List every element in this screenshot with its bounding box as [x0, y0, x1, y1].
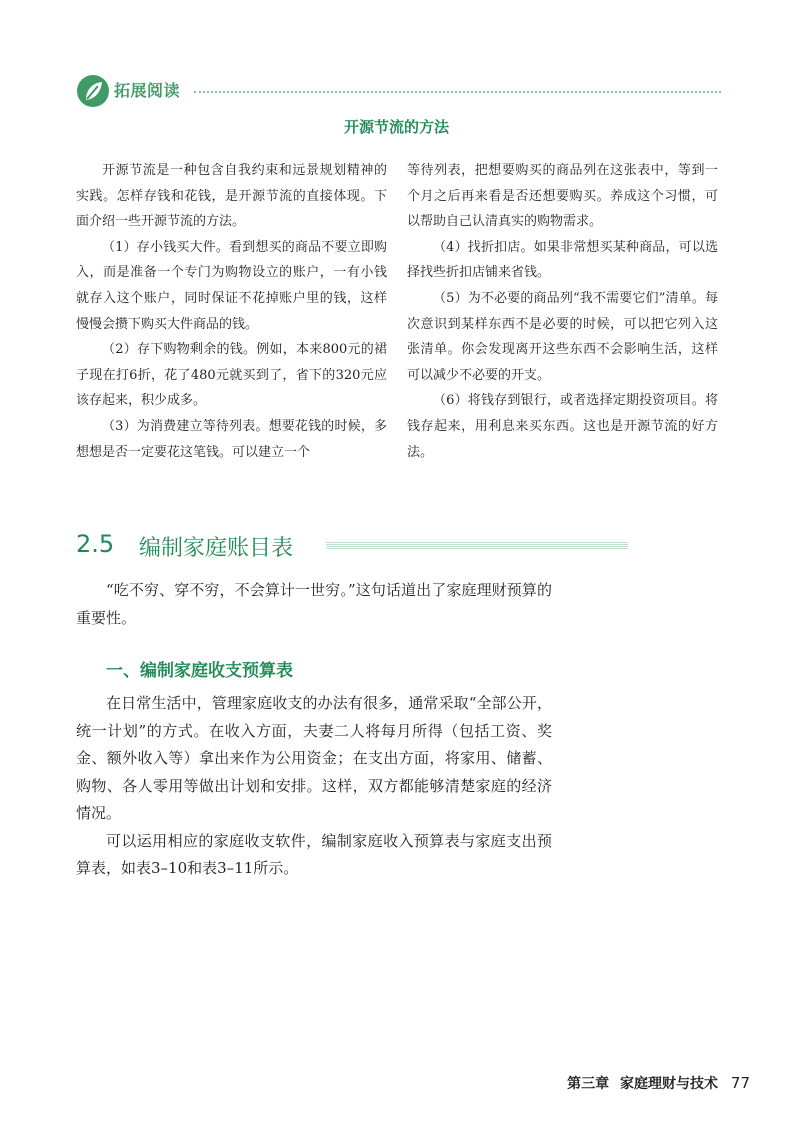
footer-chapter-title: 家庭理财与技术 [620, 1076, 719, 1092]
subsection-title: 一、编制家庭收支预算表 [106, 661, 293, 681]
leaf-icon [76, 74, 110, 108]
extended-reading-header [76, 72, 721, 112]
article-paragraph: （2）存下购物剩余的钱。例如，本来800元的裙子现在打6折，花了480元就买到了，省下的320元应该存起来，积少成多。 [76, 342, 387, 409]
section-title: 编制家庭账目表 [139, 536, 294, 561]
section-decorative-rule [326, 542, 628, 549]
article-paragraph: （1）存小钱买大件。看到想买的商品不要立即购入，而是准备一个专门为购物设立的账户，一有小钱就存入这个账户，同时保证不花掉账户里的钱，这样慢慢会攒下购买大件商品的钱。 [76, 239, 387, 332]
body-paragraph: 可以运用相应的家庭收支软件，编制家庭收入预算表与家庭支出预算表，如表3–10和表3–11所示。 [76, 831, 552, 877]
section-number: 2.5 [76, 530, 115, 558]
article-paragraph: （5）为不必要的商品列“我不需要它们”清单。每次意识到某样东西不是必要的时候，可以把它列入这张清单。你会发现离开这些东西不会影响生活，这样可以减少不必要的开支。 [407, 290, 718, 383]
page-number: 77 [730, 1074, 750, 1092]
article-paragraph: （6）将钱存到银行，或者选择定期投资项目。将钱存起来，用利息来买东西。这也是开源节流的好方法。 [407, 393, 718, 460]
article-left-column [76, 158, 387, 465]
subsection-body [76, 690, 552, 883]
article-paragraph: （3）为消费建立等待列表。想要花钱的时候，多想想是否一定要花这笔钱。可以建立一个 [76, 418, 387, 460]
article-right-column [407, 158, 718, 465]
article-paragraph: （4）找折扣店。如果非常想买某种商品，可以选择找些折扣店铺来省钱。 [407, 239, 718, 281]
body-paragraph: 在日常生活中，管理家庭收支的办法有很多，通常采取“全部公开，统一计划”的方式。在收入方面，夫妻二人将每月所得（包括工资、奖金、额外收入等）拿出来作为公用资金；在支出方面，将家用、储蓄、购物、各人零用等做出计划和安排。这样，双方都能够清楚家庭的经济情况。 [76, 694, 552, 822]
section-quote [76, 577, 552, 632]
page-footer [567, 1073, 750, 1093]
section-heading [76, 530, 556, 566]
quote-paragraph: “吃不穷、穿不穷，不会算计一世穷。”这句话道出了家庭理财预算的重要性。 [76, 581, 552, 627]
article-title: 开源节流的方法 [343, 118, 449, 136]
header-dotted-rule [194, 91, 721, 93]
footer-chapter: 第三章 [567, 1076, 610, 1092]
article-paragraph-continued: 等待列表，把想要购买的商品列在这张表中，等到一个月之后再来看是否还想要购买。养成这个习惯，可以帮助自己认清真实的购物需求。 [407, 163, 718, 230]
article-paragraph: 开源节流是一种包含自我约束和远景规划精神的实践。怎样存钱和花钱，是开源节流的直接体现。下面介绍一些开源节流的方法。 [76, 163, 387, 230]
extended-reading-label: 拓展阅读 [114, 81, 181, 100]
